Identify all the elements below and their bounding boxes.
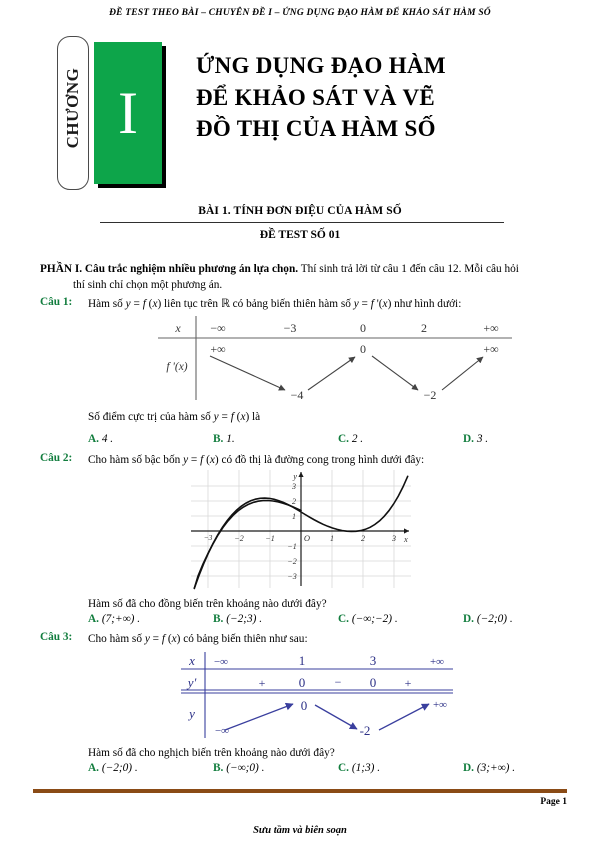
svg-text:−3: −3: [287, 572, 297, 581]
part-bold-text: Câu trắc nghiệm nhiều phương án lựa chọn.: [84, 263, 299, 275]
question-1-label: Câu 1:: [40, 296, 73, 308]
option-a[interactable]: A. (7;+∞) .: [88, 613, 141, 625]
svg-text:+∞: +∞: [210, 342, 226, 356]
option-d[interactable]: D. (3;+∞) .: [463, 762, 516, 774]
footer-bar: [33, 789, 567, 793]
svg-text:2: 2: [361, 534, 365, 543]
chapter-title: [196, 50, 536, 145]
option-d[interactable]: D. 3 .: [463, 433, 489, 445]
svg-text:+∞: +∞: [429, 656, 445, 668]
footer-credit: Sưu tầm và biên soạn: [253, 825, 347, 836]
svg-text:2: 2: [292, 497, 296, 506]
chuong-label: CHƯƠNG: [63, 67, 82, 149]
svg-text:−: −: [334, 675, 342, 689]
svg-text:y: y: [293, 471, 297, 481]
question-2-stem: Cho hàm số bậc bốn y = f (x) có đồ thị là đường cong trong hình dưới đây:: [88, 454, 425, 466]
svg-text:+∞: +∞: [483, 342, 499, 356]
svg-text:O: O: [303, 533, 311, 543]
svg-text:x: x: [404, 534, 408, 544]
part-text-line2: thí sinh chỉ chọn một phương án.: [73, 279, 223, 292]
running-header: ĐỀ TEST THEO BÀI – CHUYÊN ĐỀ I – ỨNG DỤNG ĐẠO HÀM ĐỂ KHẢO SÁT HÀM SỐ: [109, 8, 491, 18]
svg-text:0: 0: [369, 675, 377, 690]
svg-text:3: 3: [292, 482, 296, 491]
svg-text:0: 0: [360, 321, 366, 335]
question-3-variation-table: [165, 650, 465, 742]
svg-text:+∞: +∞: [432, 699, 448, 711]
option-d[interactable]: D. (−2;0) .: [463, 613, 513, 625]
question-2-graph: [185, 468, 417, 595]
part-text: Thí sinh trả lời từ câu 1 đến câu 12. Mỗi câu hỏi: [300, 263, 519, 275]
option-b[interactable]: B. (−∞;0) .: [213, 762, 265, 774]
svg-text:−∞: −∞: [213, 656, 229, 668]
svg-text:0: 0: [298, 675, 306, 690]
chapter-number: I: [118, 80, 138, 146]
svg-text:3: 3: [392, 534, 396, 543]
svg-text:−2: −2: [234, 534, 244, 543]
svg-text:1: 1: [298, 653, 306, 668]
option-b[interactable]: B. 1.: [213, 433, 235, 445]
question-3-label: Câu 3:: [40, 631, 73, 643]
svg-text:−1: −1: [265, 534, 275, 543]
chuong-pill: [57, 36, 89, 190]
option-a[interactable]: A. 4 .: [88, 433, 114, 445]
svg-text:y': y': [187, 675, 197, 690]
page-number: Page 1: [540, 797, 567, 807]
part-label: PHẦN I.: [40, 263, 83, 275]
svg-text:x: x: [175, 321, 181, 335]
svg-text:+: +: [404, 676, 412, 690]
svg-text:1: 1: [292, 512, 296, 521]
svg-text:−1: −1: [287, 542, 297, 551]
title-divider: [100, 222, 504, 223]
option-b[interactable]: B. (−2;3) .: [213, 613, 263, 625]
question-2-label: Câu 2:: [40, 452, 73, 464]
question-1-variation-table: [150, 312, 520, 404]
svg-text:-2: -2: [359, 723, 371, 738]
svg-text:−3: −3: [203, 533, 213, 542]
svg-text:x: x: [189, 653, 195, 668]
svg-text:y: y: [189, 706, 195, 721]
svg-text:f '(x): f '(x): [166, 361, 188, 373]
question-1-stem: Hàm số y = f (x) liên tục trên ℝ có bảng biến thiên hàm số y = f '(x) như hình dưới:: [88, 298, 462, 310]
question-3-stem: Cho hàm số y = f (x) có bảng biến thiên như sau:: [88, 633, 308, 645]
option-c[interactable]: C. 2 .: [338, 433, 364, 445]
chapter-number-box: [94, 42, 162, 184]
chapter-title-line1: ỨNG DỤNG ĐẠO HÀM: [196, 53, 446, 78]
svg-text:0: 0: [300, 698, 308, 713]
svg-text:−2: −2: [287, 557, 297, 566]
svg-text:−3: −3: [283, 321, 297, 335]
chapter-title-line3: ĐỒ THỊ CỦA HÀM SỐ: [196, 116, 436, 142]
svg-text:+∞: +∞: [483, 321, 499, 335]
svg-text:0: 0: [360, 342, 366, 356]
svg-text:−2: −2: [423, 388, 437, 402]
svg-text:1: 1: [330, 534, 334, 543]
question-1-sub: Số điểm cực trị của hàm số y = f (x) là: [88, 411, 261, 423]
option-a[interactable]: A. (−2;0) .: [88, 762, 138, 774]
question-3-sub: Hàm số đã cho nghịch biến trên khoảng nào dưới đây?: [88, 747, 335, 759]
svg-text:−∞: −∞: [214, 725, 230, 737]
svg-text:2: 2: [421, 321, 427, 335]
test-title: ĐỀ TEST SỐ 01: [259, 229, 341, 241]
svg-text:+: +: [258, 676, 266, 690]
chapter-banner: [0, 36, 600, 196]
part-instructions: [40, 261, 565, 293]
lesson-title: BÀI 1. TÍNH ĐƠN ĐIỆU CỦA HÀM SỐ: [198, 205, 402, 217]
option-c[interactable]: C. (1;3) .: [338, 762, 381, 774]
question-2-sub: Hàm số đã cho đồng biến trên khoảng nào dưới đây?: [88, 598, 327, 610]
svg-text:3: 3: [369, 653, 377, 668]
svg-text:−∞: −∞: [210, 321, 226, 335]
option-c[interactable]: C. (−∞;−2) .: [338, 613, 398, 625]
svg-text:−4: −4: [290, 388, 304, 402]
chapter-title-line2: ĐỂ KHẢO SÁT VÀ VẼ: [196, 84, 435, 110]
